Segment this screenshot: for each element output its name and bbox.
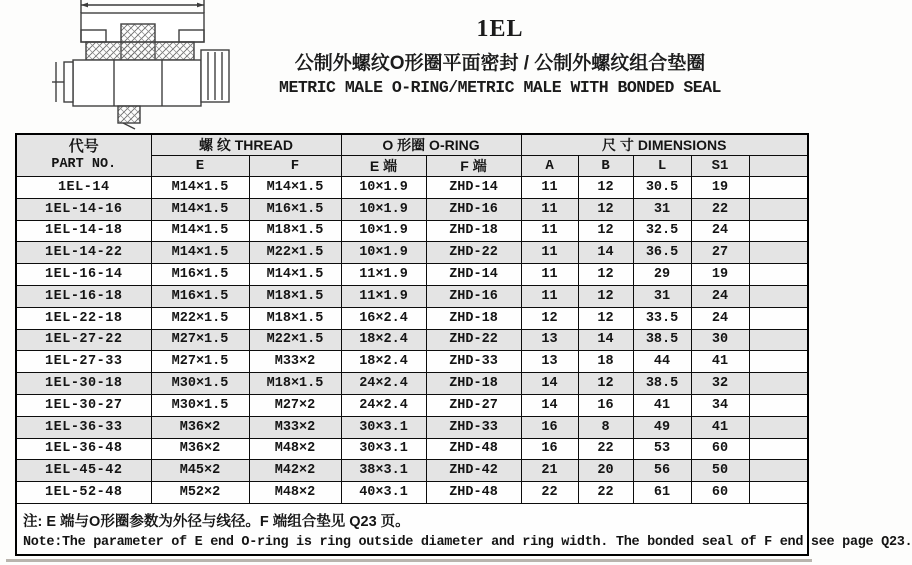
cell-s1: 27 xyxy=(691,242,749,264)
note-english: Note:The parameter of E end O-ring is ring outside diameter and ring width. The bonded seal of F end see page Q23. xyxy=(23,535,912,551)
cell-thread_f: M14×1.5 xyxy=(249,264,341,286)
page-bottom-rule xyxy=(6,559,812,562)
col-group-dimensions: 尺 寸 DIMENSIONS xyxy=(521,134,808,156)
cell-extra xyxy=(749,264,808,286)
table-row xyxy=(16,307,808,329)
cell-part_no: 1EL-30-27 xyxy=(16,394,151,416)
cell-l: 44 xyxy=(633,351,691,373)
cell-thread_f: M33×2 xyxy=(249,351,341,373)
cell-b: 18 xyxy=(578,351,633,373)
cell-extra xyxy=(749,285,808,307)
cell-a: 11 xyxy=(521,242,578,264)
cell-l: 61 xyxy=(633,482,691,504)
cell-l: 31 xyxy=(633,198,691,220)
cell-part_no: 1EL-27-33 xyxy=(16,351,151,373)
cell-b: 12 xyxy=(578,220,633,242)
cell-oring_e: 24×2.4 xyxy=(341,373,426,395)
col-header-b: B xyxy=(578,156,633,177)
table-row xyxy=(16,351,808,373)
table-row xyxy=(16,394,808,416)
cell-b: 12 xyxy=(578,285,633,307)
cell-oring_f: ZHD-16 xyxy=(426,285,521,307)
cell-b: 14 xyxy=(578,329,633,351)
cell-l: 53 xyxy=(633,438,691,460)
table-row xyxy=(16,329,808,351)
note-chinese: 注: E 端与O形圈参数为外径与线径。F 端组合垫见 Q23 页。 xyxy=(23,514,410,531)
cell-thread_e: M14×1.5 xyxy=(151,220,249,242)
cell-l: 38.5 xyxy=(633,329,691,351)
cell-oring_e: 30×3.1 xyxy=(341,416,426,438)
cell-oring_f: ZHD-22 xyxy=(426,329,521,351)
table-row xyxy=(16,416,808,438)
cell-l: 32.5 xyxy=(633,220,691,242)
cell-a: 16 xyxy=(521,416,578,438)
cell-oring_f: ZHD-33 xyxy=(426,351,521,373)
notes-cell xyxy=(16,503,912,555)
cell-a: 13 xyxy=(521,329,578,351)
cell-oring_f: ZHD-14 xyxy=(426,264,521,286)
cell-a: 16 xyxy=(521,438,578,460)
cell-oring_f: ZHD-42 xyxy=(426,460,521,482)
cell-oring_e: 18×2.4 xyxy=(341,329,426,351)
cell-oring_f: ZHD-48 xyxy=(426,482,521,504)
cell-extra xyxy=(749,416,808,438)
cell-extra xyxy=(749,242,808,264)
cell-oring_e: 11×1.9 xyxy=(341,264,426,286)
cell-oring_f: ZHD-48 xyxy=(426,438,521,460)
col-header-oring-e: E 端 xyxy=(341,156,426,177)
cell-s1: 24 xyxy=(691,220,749,242)
cell-l: 56 xyxy=(633,460,691,482)
cell-s1: 22 xyxy=(691,198,749,220)
cell-thread_f: M14×1.5 xyxy=(249,177,341,199)
cell-oring_e: 38×3.1 xyxy=(341,460,426,482)
cell-l: 31 xyxy=(633,285,691,307)
cell-oring_f: ZHD-27 xyxy=(426,394,521,416)
cell-s1: 19 xyxy=(691,264,749,286)
cell-extra xyxy=(749,220,808,242)
cell-s1: 41 xyxy=(691,351,749,373)
cell-s1: 60 xyxy=(691,438,749,460)
table-row xyxy=(16,242,808,264)
cell-part_no: 1EL-14-16 xyxy=(16,198,151,220)
part-no-label-cn: 代号 xyxy=(68,138,99,156)
cell-part_no: 1EL-36-33 xyxy=(16,416,151,438)
cell-part_no: 1EL-14-22 xyxy=(16,242,151,264)
cell-s1: 34 xyxy=(691,394,749,416)
col-header-a: A xyxy=(521,156,578,177)
cell-s1: 30 xyxy=(691,329,749,351)
cell-oring_e: 40×3.1 xyxy=(341,482,426,504)
cell-b: 22 xyxy=(578,482,633,504)
cell-oring_e: 10×1.9 xyxy=(341,220,426,242)
cell-b: 12 xyxy=(578,198,633,220)
cell-s1: 60 xyxy=(691,482,749,504)
table-row xyxy=(16,482,808,504)
cell-extra xyxy=(749,460,808,482)
cell-extra xyxy=(749,177,808,199)
cell-oring_f: ZHD-18 xyxy=(426,373,521,395)
cell-a: 14 xyxy=(521,373,578,395)
cell-b: 16 xyxy=(578,394,633,416)
cell-thread_e: M14×1.5 xyxy=(151,198,249,220)
parts-table xyxy=(15,133,912,556)
page-title: 1EL xyxy=(476,16,524,42)
cell-thread_f: M18×1.5 xyxy=(249,307,341,329)
cell-l: 33.5 xyxy=(633,307,691,329)
table-row xyxy=(16,177,808,199)
cell-b: 20 xyxy=(578,460,633,482)
cell-thread_e: M16×1.5 xyxy=(151,264,249,286)
cell-b: 8 xyxy=(578,416,633,438)
cell-thread_f: M27×2 xyxy=(249,394,341,416)
col-header-part-no xyxy=(16,134,151,177)
header-group-row xyxy=(16,134,808,156)
cell-thread_e: M36×2 xyxy=(151,438,249,460)
table-row xyxy=(16,198,808,220)
cell-thread_e: M22×1.5 xyxy=(151,307,249,329)
cell-thread_f: M42×2 xyxy=(249,460,341,482)
cell-l: 30.5 xyxy=(633,177,691,199)
cell-s1: 50 xyxy=(691,460,749,482)
cell-thread_f: M18×1.5 xyxy=(249,373,341,395)
cell-oring_e: 10×1.9 xyxy=(341,198,426,220)
cell-part_no: 1EL-52-48 xyxy=(16,482,151,504)
cell-part_no: 1EL-16-18 xyxy=(16,285,151,307)
table-body xyxy=(16,177,808,504)
cell-a: 14 xyxy=(521,394,578,416)
cell-a: 13 xyxy=(521,351,578,373)
table-row xyxy=(16,220,808,242)
cell-extra xyxy=(749,351,808,373)
col-group-oring: O 形圈 O-RING xyxy=(341,134,521,156)
cell-oring_e: 16×2.4 xyxy=(341,307,426,329)
cell-s1: 19 xyxy=(691,177,749,199)
cell-thread_e: M52×2 xyxy=(151,482,249,504)
table-row xyxy=(16,264,808,286)
cell-a: 22 xyxy=(521,482,578,504)
cell-part_no: 1EL-14-18 xyxy=(16,220,151,242)
col-group-thread: 螺 纹 THREAD xyxy=(151,134,341,156)
cell-part_no: 1EL-14 xyxy=(16,177,151,199)
cell-part_no: 1EL-45-42 xyxy=(16,460,151,482)
cell-part_no: 1EL-16-14 xyxy=(16,264,151,286)
cell-extra xyxy=(749,394,808,416)
cell-extra xyxy=(749,482,808,504)
cell-oring_e: 10×1.9 xyxy=(341,177,426,199)
cell-a: 11 xyxy=(521,198,578,220)
col-header-thread-e: E xyxy=(151,156,249,177)
cell-l: 38.5 xyxy=(633,373,691,395)
cell-oring_e: 10×1.9 xyxy=(341,242,426,264)
cell-thread_e: M45×2 xyxy=(151,460,249,482)
cell-thread_e: M27×1.5 xyxy=(151,351,249,373)
notes-row xyxy=(16,503,808,555)
cell-a: 12 xyxy=(521,307,578,329)
col-header-oring-f: F 端 xyxy=(426,156,521,177)
cell-a: 11 xyxy=(521,285,578,307)
cell-oring_e: 24×2.4 xyxy=(341,394,426,416)
cell-l: 36.5 xyxy=(633,242,691,264)
cell-thread_f: M33×2 xyxy=(249,416,341,438)
cell-oring_f: ZHD-33 xyxy=(426,416,521,438)
cell-thread_f: M16×1.5 xyxy=(249,198,341,220)
subtitle-chinese: 公制外螺纹O形圈平面密封 / 公制外螺纹组合垫圈 xyxy=(294,53,706,74)
cell-oring_f: ZHD-16 xyxy=(426,198,521,220)
col-header-s1: S1 xyxy=(691,156,749,177)
cell-thread_e: M14×1.5 xyxy=(151,177,249,199)
cell-extra xyxy=(749,307,808,329)
cell-b: 12 xyxy=(578,307,633,329)
cell-s1: 24 xyxy=(691,307,749,329)
cell-thread_f: M22×1.5 xyxy=(249,329,341,351)
table-row xyxy=(16,460,808,482)
cell-l: 41 xyxy=(633,394,691,416)
cell-part_no: 1EL-22-18 xyxy=(16,307,151,329)
part-no-label-en: PART NO. xyxy=(51,156,117,172)
cell-thread_e: M36×2 xyxy=(151,416,249,438)
cell-thread_f: M18×1.5 xyxy=(249,220,341,242)
cell-thread_f: M22×1.5 xyxy=(249,242,341,264)
cell-thread_e: M30×1.5 xyxy=(151,394,249,416)
cell-a: 11 xyxy=(521,177,578,199)
cell-thread_e: M16×1.5 xyxy=(151,285,249,307)
cell-oring_e: 18×2.4 xyxy=(341,351,426,373)
title-block xyxy=(190,16,810,97)
table-row xyxy=(16,285,808,307)
cell-thread_f: M48×2 xyxy=(249,438,341,460)
cell-extra xyxy=(749,198,808,220)
cell-extra xyxy=(749,329,808,351)
cell-b: 14 xyxy=(578,242,633,264)
cell-oring_e: 11×1.9 xyxy=(341,285,426,307)
table-row xyxy=(16,438,808,460)
cell-extra xyxy=(749,373,808,395)
cell-b: 12 xyxy=(578,177,633,199)
col-header-extra xyxy=(749,156,808,177)
cell-b: 12 xyxy=(578,373,633,395)
cell-oring_e: 30×3.1 xyxy=(341,438,426,460)
col-header-l: L xyxy=(633,156,691,177)
cell-b: 12 xyxy=(578,264,633,286)
cell-a: 11 xyxy=(521,220,578,242)
cell-thread_e: M27×1.5 xyxy=(151,329,249,351)
cell-s1: 41 xyxy=(691,416,749,438)
cell-oring_f: ZHD-18 xyxy=(426,220,521,242)
cell-s1: 32 xyxy=(691,373,749,395)
cell-part_no: 1EL-30-18 xyxy=(16,373,151,395)
cell-a: 11 xyxy=(521,264,578,286)
cell-l: 29 xyxy=(633,264,691,286)
cell-s1: 24 xyxy=(691,285,749,307)
cell-l: 49 xyxy=(633,416,691,438)
col-header-thread-f: F xyxy=(249,156,341,177)
cell-thread_f: M18×1.5 xyxy=(249,285,341,307)
cell-part_no: 1EL-36-48 xyxy=(16,438,151,460)
cell-oring_f: ZHD-14 xyxy=(426,177,521,199)
cell-a: 21 xyxy=(521,460,578,482)
cell-extra xyxy=(749,438,808,460)
cell-oring_f: ZHD-22 xyxy=(426,242,521,264)
cell-thread_e: M30×1.5 xyxy=(151,373,249,395)
table-row xyxy=(16,373,808,395)
cell-oring_f: ZHD-18 xyxy=(426,307,521,329)
subtitle-english: METRIC MALE O-RING/METRIC MALE WITH BONDED SEAL xyxy=(279,78,721,97)
cell-thread_e: M14×1.5 xyxy=(151,242,249,264)
cell-b: 22 xyxy=(578,438,633,460)
cell-part_no: 1EL-27-22 xyxy=(16,329,151,351)
cell-thread_f: M48×2 xyxy=(249,482,341,504)
